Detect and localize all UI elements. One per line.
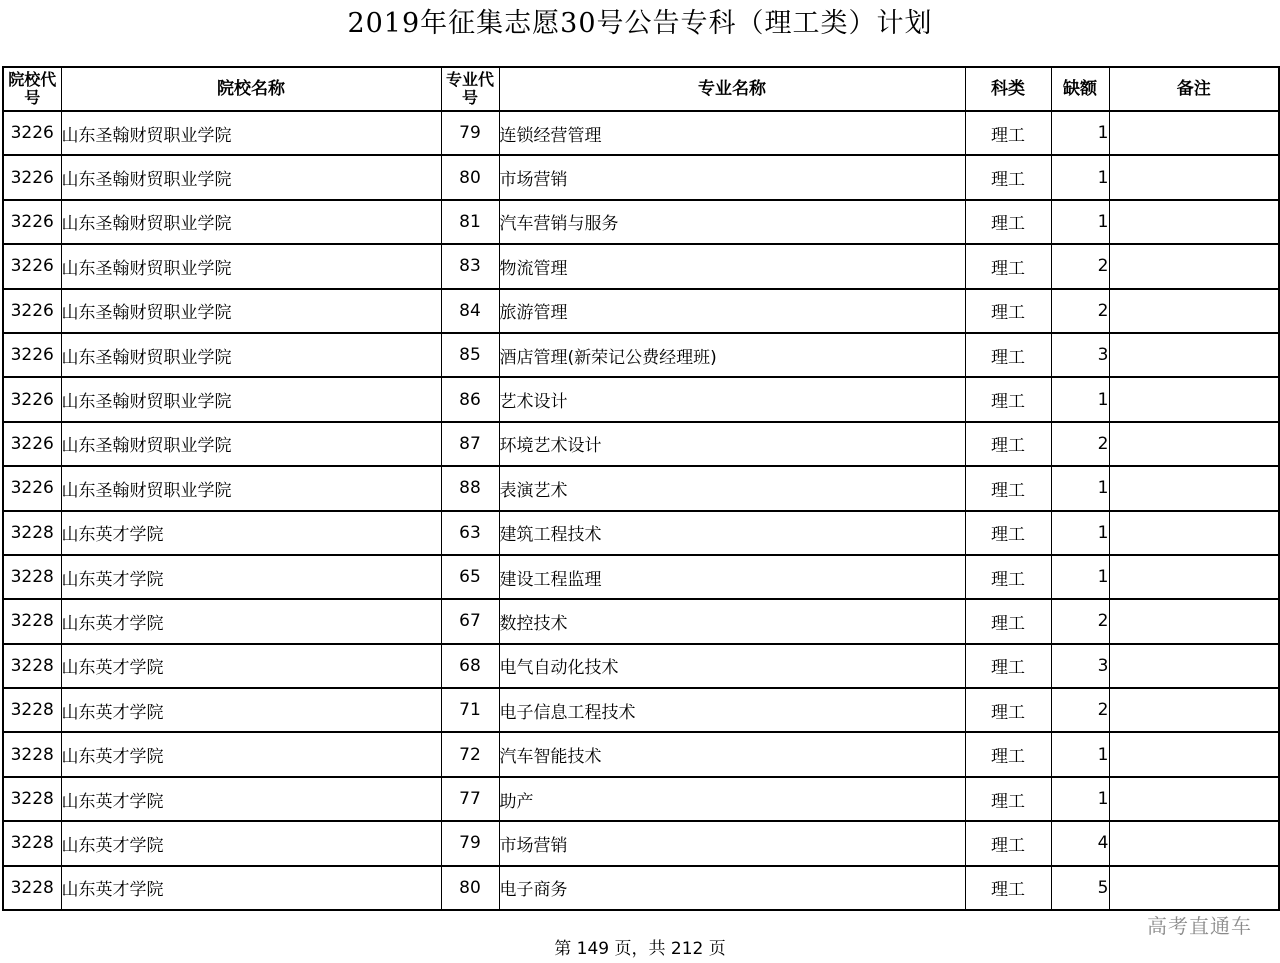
- header-school-name: 院校名称: [61, 67, 441, 111]
- cell-school-code: 3228: [3, 866, 61, 910]
- cell-school-name: 山东圣翰财贸职业学院: [61, 200, 441, 244]
- cell-note: [1109, 732, 1279, 776]
- cell-major-code: 68: [441, 644, 499, 688]
- table-row: [3, 200, 1279, 244]
- cell-quota: 1: [1051, 377, 1109, 421]
- cell-major-code: 65: [441, 555, 499, 599]
- cell-major-code: 84: [441, 289, 499, 333]
- table-row: [3, 466, 1279, 510]
- table-row: [3, 244, 1279, 288]
- cell-school-code: 3228: [3, 511, 61, 555]
- cell-category: 理工: [965, 511, 1051, 555]
- cell-school-name: 山东圣翰财贸职业学院: [61, 377, 441, 421]
- cell-note: [1109, 377, 1279, 421]
- cell-major-name: 连锁经营管理: [499, 111, 965, 155]
- table-row: [3, 422, 1279, 466]
- cell-category: 理工: [965, 777, 1051, 821]
- table-row: [3, 599, 1279, 643]
- cell-category: 理工: [965, 333, 1051, 377]
- cell-major-code: 79: [441, 821, 499, 865]
- cell-school-name: 山东英才学院: [61, 821, 441, 865]
- cell-category: 理工: [965, 244, 1051, 288]
- cell-school-name: 山东圣翰财贸职业学院: [61, 155, 441, 199]
- cell-major-code: 85: [441, 333, 499, 377]
- enrollment-plan-table: [2, 66, 1280, 911]
- cell-major-code: 63: [441, 511, 499, 555]
- cell-school-name: 山东英才学院: [61, 777, 441, 821]
- cell-school-name: 山东英才学院: [61, 555, 441, 599]
- cell-quota: 2: [1051, 422, 1109, 466]
- cell-school-name: 山东英才学院: [61, 732, 441, 776]
- cell-major-name: 助产: [499, 777, 965, 821]
- cell-category: 理工: [965, 555, 1051, 599]
- cell-major-name: 建设工程监理: [499, 555, 965, 599]
- cell-quota: 3: [1051, 333, 1109, 377]
- cell-quota: 1: [1051, 200, 1109, 244]
- cell-quota: 2: [1051, 289, 1109, 333]
- cell-category: 理工: [965, 111, 1051, 155]
- table-body: [3, 111, 1279, 910]
- cell-major-code: 88: [441, 466, 499, 510]
- cell-quota: 1: [1051, 111, 1109, 155]
- cell-major-name: 旅游管理: [499, 289, 965, 333]
- table-row: [3, 821, 1279, 865]
- cell-school-name: 山东英才学院: [61, 866, 441, 910]
- cell-major-code: 71: [441, 688, 499, 732]
- cell-note: [1109, 644, 1279, 688]
- cell-category: 理工: [965, 289, 1051, 333]
- cell-quota: 3: [1051, 644, 1109, 688]
- cell-major-name: 物流管理: [499, 244, 965, 288]
- cell-category: 理工: [965, 377, 1051, 421]
- cell-school-name: 山东圣翰财贸职业学院: [61, 333, 441, 377]
- cell-note: [1109, 599, 1279, 643]
- cell-school-code: 3228: [3, 688, 61, 732]
- cell-major-code: 80: [441, 155, 499, 199]
- cell-category: 理工: [965, 155, 1051, 199]
- cell-quota: 1: [1051, 511, 1109, 555]
- cell-major-code: 72: [441, 732, 499, 776]
- cell-school-code: 3226: [3, 244, 61, 288]
- cell-category: 理工: [965, 866, 1051, 910]
- cell-school-code: 3228: [3, 555, 61, 599]
- cell-school-name: 山东圣翰财贸职业学院: [61, 422, 441, 466]
- table-row: [3, 289, 1279, 333]
- cell-major-code: 83: [441, 244, 499, 288]
- cell-category: 理工: [965, 466, 1051, 510]
- table-row: [3, 111, 1279, 155]
- cell-school-name: 山东圣翰财贸职业学院: [61, 111, 441, 155]
- cell-major-name: 市场营销: [499, 821, 965, 865]
- cell-major-code: 77: [441, 777, 499, 821]
- header-major-code: 专业代号: [441, 67, 499, 111]
- cell-school-code: 3228: [3, 644, 61, 688]
- table-row: [3, 555, 1279, 599]
- cell-note: [1109, 289, 1279, 333]
- cell-school-code: 3226: [3, 289, 61, 333]
- document-title: 2019年征集志愿30号公告专科（理工类）计划: [347, 8, 933, 39]
- table-row: [3, 377, 1279, 421]
- cell-major-name: 建筑工程技术: [499, 511, 965, 555]
- cell-category: 理工: [965, 732, 1051, 776]
- cell-major-name: 市场营销: [499, 155, 965, 199]
- table-row: [3, 866, 1279, 910]
- cell-major-code: 81: [441, 200, 499, 244]
- cell-note: [1109, 422, 1279, 466]
- table-row: [3, 688, 1279, 732]
- cell-school-name: 山东英才学院: [61, 599, 441, 643]
- cell-major-name: 表演艺术: [499, 466, 965, 510]
- cell-note: [1109, 155, 1279, 199]
- cell-category: 理工: [965, 200, 1051, 244]
- cell-major-code: 79: [441, 111, 499, 155]
- header-school-code: 院校代号: [3, 67, 61, 111]
- cell-school-name: 山东英才学院: [61, 644, 441, 688]
- cell-note: [1109, 333, 1279, 377]
- cell-quota: 2: [1051, 599, 1109, 643]
- cell-major-name: 电子商务: [499, 866, 965, 910]
- cell-school-code: 3228: [3, 777, 61, 821]
- cell-school-code: 3226: [3, 333, 61, 377]
- cell-major-code: 86: [441, 377, 499, 421]
- cell-major-name: 环境艺术设计: [499, 422, 965, 466]
- cell-major-name: 汽车智能技术: [499, 732, 965, 776]
- table-row: [3, 155, 1279, 199]
- cell-quota: 1: [1051, 732, 1109, 776]
- table-row: [3, 644, 1279, 688]
- watermark-text: 高考直通车: [1147, 914, 1252, 938]
- header-quota: 缺额: [1051, 67, 1109, 111]
- cell-major-name: 电子信息工程技术: [499, 688, 965, 732]
- cell-note: [1109, 777, 1279, 821]
- table-header-row: [3, 67, 1279, 111]
- cell-school-name: 山东圣翰财贸职业学院: [61, 289, 441, 333]
- cell-quota: 1: [1051, 555, 1109, 599]
- cell-quota: 4: [1051, 821, 1109, 865]
- cell-note: [1109, 511, 1279, 555]
- cell-school-code: 3226: [3, 422, 61, 466]
- cell-school-name: 山东英才学院: [61, 511, 441, 555]
- header-note: 备注: [1109, 67, 1279, 111]
- cell-quota: 2: [1051, 688, 1109, 732]
- page-footer: 第 149 页，共 212 页: [554, 939, 726, 959]
- cell-category: 理工: [965, 644, 1051, 688]
- cell-school-name: 山东圣翰财贸职业学院: [61, 466, 441, 510]
- table-row: [3, 732, 1279, 776]
- cell-major-name: 电气自动化技术: [499, 644, 965, 688]
- cell-note: [1109, 555, 1279, 599]
- cell-note: [1109, 111, 1279, 155]
- cell-category: 理工: [965, 688, 1051, 732]
- cell-major-code: 87: [441, 422, 499, 466]
- cell-school-code: 3226: [3, 466, 61, 510]
- table-row: [3, 777, 1279, 821]
- cell-quota: 1: [1051, 466, 1109, 510]
- cell-major-name: 数控技术: [499, 599, 965, 643]
- cell-school-code: 3226: [3, 155, 61, 199]
- cell-school-code: 3228: [3, 599, 61, 643]
- cell-school-code: 3226: [3, 377, 61, 421]
- cell-school-code: 3228: [3, 732, 61, 776]
- cell-school-code: 3226: [3, 200, 61, 244]
- cell-major-code: 67: [441, 599, 499, 643]
- cell-school-code: 3228: [3, 821, 61, 865]
- header-major-name: 专业名称: [499, 67, 965, 111]
- cell-major-code: 80: [441, 866, 499, 910]
- cell-note: [1109, 866, 1279, 910]
- cell-note: [1109, 821, 1279, 865]
- cell-major-name: 汽车营销与服务: [499, 200, 965, 244]
- cell-school-name: 山东圣翰财贸职业学院: [61, 244, 441, 288]
- cell-note: [1109, 200, 1279, 244]
- cell-category: 理工: [965, 821, 1051, 865]
- cell-category: 理工: [965, 599, 1051, 643]
- table-row: [3, 511, 1279, 555]
- cell-quota: 5: [1051, 866, 1109, 910]
- cell-major-name: 艺术设计: [499, 377, 965, 421]
- cell-major-name: 酒店管理(新荣记公费经理班): [499, 333, 965, 377]
- cell-quota: 1: [1051, 155, 1109, 199]
- cell-note: [1109, 244, 1279, 288]
- cell-category: 理工: [965, 422, 1051, 466]
- cell-note: [1109, 466, 1279, 510]
- cell-quota: 2: [1051, 244, 1109, 288]
- header-category: 科类: [965, 67, 1051, 111]
- cell-school-name: 山东英才学院: [61, 688, 441, 732]
- cell-note: [1109, 688, 1279, 732]
- table-row: [3, 333, 1279, 377]
- cell-quota: 1: [1051, 777, 1109, 821]
- cell-school-code: 3226: [3, 111, 61, 155]
